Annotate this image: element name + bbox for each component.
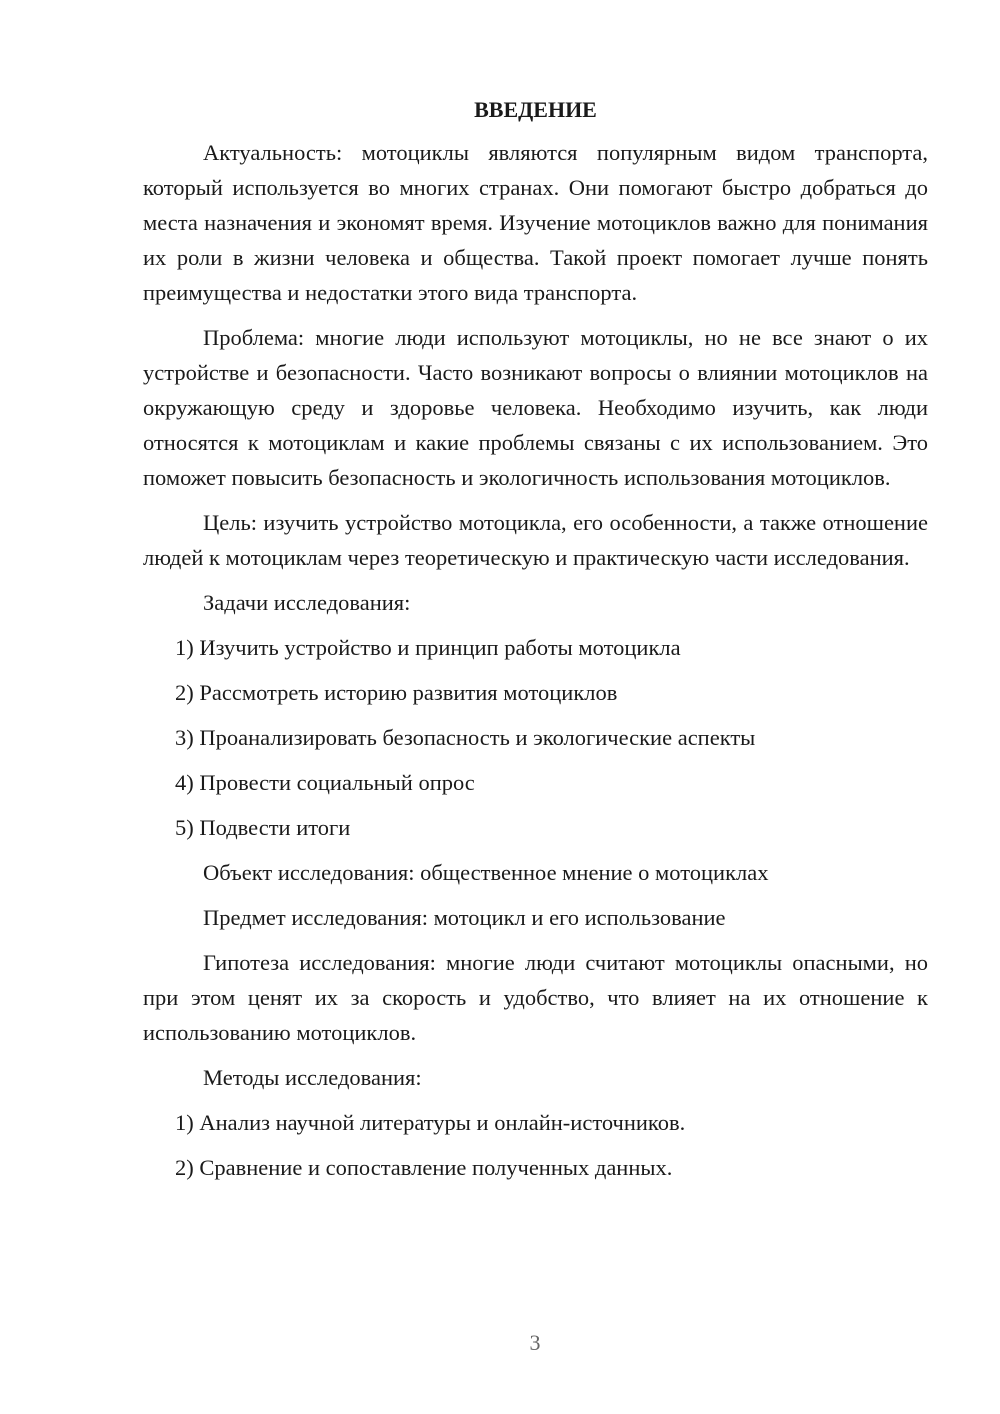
task-item-3: 3) Проанализировать безопасность и экологические аспекты [175, 725, 756, 750]
paragraph-problem: Проблема: многие люди используют мотоциклы, но не все знают о их устройстве и безопасности. Часто возникают вопросы о влиянии мотоциклов на окружающую среду и здоровье человека. Необходимо изучить, как люди относятся к мотоциклам и какие проблемы связаны с их использованием. Это поможет повысить безопасность и экологичность использования мотоциклов. [143, 325, 928, 490]
research-subject: Предмет исследования: мотоцикл и его использование [203, 905, 726, 930]
task-item-5: 5) Подвести итоги [175, 815, 351, 840]
research-object: Объект исследования: общественное мнение о мотоциклах [203, 860, 769, 885]
tasks-heading: Задачи исследования: [203, 590, 411, 615]
task-item-1: 1) Изучить устройство и принцип работы мотоцикла [175, 635, 681, 660]
page-number: 3 [529, 1330, 541, 1355]
paragraph-relevance: Актуальность: мотоциклы являются популярным видом транспорта, который используется во многих странах. Они помогают быстро добраться до места назначения и экономят время. Изучение мотоциклов важно для понимания их роли в жизни человека и общества. Такой проект помогает лучше понять преимущества и недостатки этого вида транспорта. [143, 140, 928, 305]
methods-heading: Методы исследования: [203, 1065, 422, 1090]
paragraph-goal: Цель: изучить устройство мотоцикла, его особенности, а также отношение людей к мотоциклам через теоретическую и практическую части исследования. [143, 510, 928, 570]
method-item-2: 2) Сравнение и сопоставление полученных данных. [175, 1155, 673, 1180]
task-item-4: 4) Провести социальный опрос [175, 770, 475, 795]
section-title: ВВЕДЕНИЕ [474, 97, 597, 122]
paragraph-hypothesis: Гипотеза исследования: многие люди считают мотоциклы опасными, но при этом ценят их за скорость и удобство, что влияет на их отношение к использованию мотоциклов. [143, 950, 928, 1045]
document-body [143, 92, 928, 1195]
method-item-1: 1) Анализ научной литературы и онлайн-источников. [175, 1110, 686, 1135]
task-item-2: 2) Рассмотреть историю развития мотоциклов [175, 680, 618, 705]
